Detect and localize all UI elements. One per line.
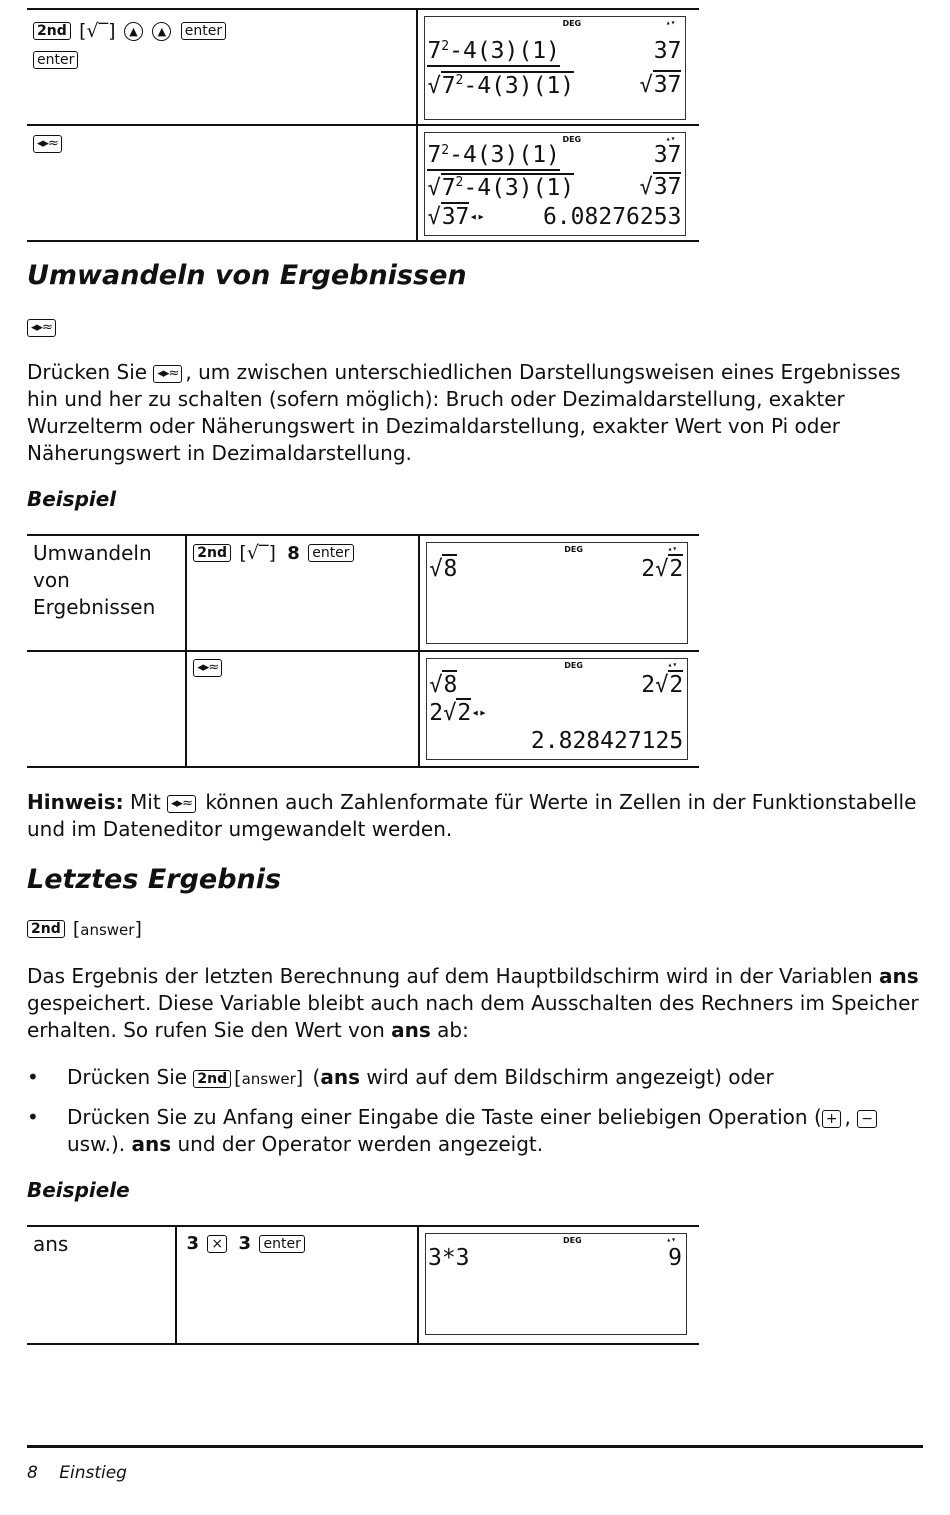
key-enter: enter (308, 544, 353, 562)
table-row (27, 535, 699, 651)
key-enter: enter (181, 22, 226, 40)
result: 2.828427125 (530, 728, 684, 754)
screen-line (427, 203, 681, 231)
screen-line (429, 555, 683, 583)
table-row (27, 1226, 699, 1344)
screen-line (429, 699, 683, 727)
examples-heading: Beispiele (27, 1178, 130, 1202)
result: 6.08276253 (542, 204, 682, 230)
result: 2√2 (641, 672, 684, 698)
toggle-key: ◂▸≈ (27, 319, 56, 337)
keystroke-cell (186, 651, 419, 767)
section-title: Letztes Ergebnis (27, 864, 282, 895)
screen-line (427, 71, 681, 99)
arrow-up-icon: ▲ (152, 22, 171, 41)
toggle-key: ◂▸≈ (153, 365, 182, 383)
scroll-arrows-icon: ▴▾ (667, 660, 678, 669)
footer-rule (27, 1445, 923, 1448)
chapter-name: Einstieg (59, 1463, 127, 1483)
expression: $√7^2-4(3)(1)$ (427, 175, 575, 201)
result: √37 (639, 72, 682, 98)
deg-indicator: DEG (562, 19, 582, 28)
expression: √8 (429, 556, 458, 582)
key-enter: enter (259, 1235, 304, 1253)
key-enter: enter (33, 51, 78, 69)
section-title: Umwandeln von Ergebnissen (27, 260, 467, 291)
plus-key: + (822, 1110, 842, 1128)
screen-line (427, 37, 681, 65)
screen-cell (418, 1226, 699, 1344)
expression: √8 (429, 672, 458, 698)
result: √37 (639, 174, 682, 200)
toggle-key: ◂▸≈ (33, 135, 62, 153)
label-cell: ans (33, 1232, 69, 1256)
scroll-arrows-icon: ▴▾ (667, 544, 678, 553)
screen-cell (419, 651, 699, 767)
expression: $7^2-4(3)(1)$ (427, 37, 559, 67)
section-key (27, 317, 59, 337)
table-row (27, 9, 699, 125)
example-table-1 (27, 8, 699, 242)
example-table-3 (27, 1225, 699, 1345)
keystroke-cell (27, 9, 417, 125)
calculator-screen (426, 542, 688, 644)
expression: 3*3 (427, 1245, 470, 1271)
expression: 2√2◂▸ (429, 700, 487, 726)
section-paragraph: Drücken Sie ◂▸≈ , um zwischen unterschiedlichen Darstellungsweisen eines Ergebnisses hin und her zu schalten (sofern möglich): Bruch oder Dezimaldarstellung, exakter Wurzelterm oder Näherungswert in Dezimaldarstellung, exakter Wert von Pi oder Näherungswert in Dezimaldarstellung. (27, 360, 901, 465)
label-cell (27, 651, 186, 767)
screen-line (429, 727, 683, 755)
sqrt-key-label: [√‾] (239, 542, 276, 564)
keystroke-cell: 3 × 3 enter (176, 1226, 418, 1344)
minus-key: − (857, 1110, 877, 1128)
expression: $7^2-4(3)(1)$ (427, 141, 559, 171)
label-cell: Umwandeln von Ergebnissen (33, 541, 156, 619)
example-heading: Beispiel (27, 487, 117, 511)
screen-cell (417, 9, 699, 125)
deg-indicator: DEG (562, 135, 582, 144)
calculator-screen (424, 16, 686, 120)
page-number: 8 (27, 1463, 38, 1483)
toggle-key: ◂▸≈ (167, 795, 196, 813)
deg-indicator: DEG (562, 1236, 582, 1245)
page-footer (27, 1463, 127, 1483)
table-row (27, 125, 699, 241)
arrow-up-icon: ▲ (124, 22, 143, 41)
key-2nd: 2nd (27, 920, 65, 938)
result: 9 (668, 1245, 682, 1271)
screen-cell (417, 125, 699, 241)
keystroke-cell: 2nd [√‾] 8 enter (186, 535, 419, 651)
section-paragraph: Das Ergebnis der letzten Berechnung auf dem Hauptbildschirm wird in der Variablen ans gespeichert. Diese Variable bleibt auch nach dem Ausschalten des Rechners im Speicher erhalten. So rufen Sie den Wert von ans ab: (27, 964, 919, 1042)
table-row (27, 651, 699, 767)
result: 2√2 (641, 556, 684, 582)
key-2nd: 2nd (193, 544, 231, 562)
screen-line (429, 671, 683, 699)
deg-indicator: DEG (564, 545, 583, 554)
expression: √37◂▸ (427, 204, 486, 230)
key-2nd: 2nd (193, 1070, 231, 1088)
example-table-2 (27, 534, 699, 768)
expression: $√7^2-4(3)(1)$ (427, 73, 575, 99)
multiply-key: × (207, 1235, 227, 1253)
calculator-screen (426, 658, 688, 760)
key-2nd: 2nd (33, 22, 71, 40)
section-key: 2nd [answer] (27, 918, 145, 940)
deg-indicator: DEG (564, 661, 583, 670)
screen-line (427, 173, 681, 201)
screen-line (427, 141, 681, 169)
result: 37 (653, 38, 682, 64)
sqrt-key-label: [√‾] (79, 20, 116, 42)
keystroke-cell (27, 125, 417, 241)
result: 37 (653, 142, 682, 168)
toggle-key: ◂▸≈ (193, 659, 222, 677)
scroll-arrows-icon: ▴▾ (665, 18, 676, 27)
scroll-arrows-icon: ▴▾ (665, 134, 676, 143)
calculator-screen (425, 1233, 687, 1335)
screen-cell (419, 535, 699, 651)
scroll-arrows-icon: ▴▾ (666, 1235, 676, 1244)
screen-line (428, 1244, 682, 1272)
calculator-screen (424, 132, 686, 236)
note-paragraph: Hinweis: Mit ◂▸≈ können auch Zahlenformate für Werte in Zellen in der Funktionstabelle und im Dateneditor umgewandelt werden. (27, 790, 917, 841)
